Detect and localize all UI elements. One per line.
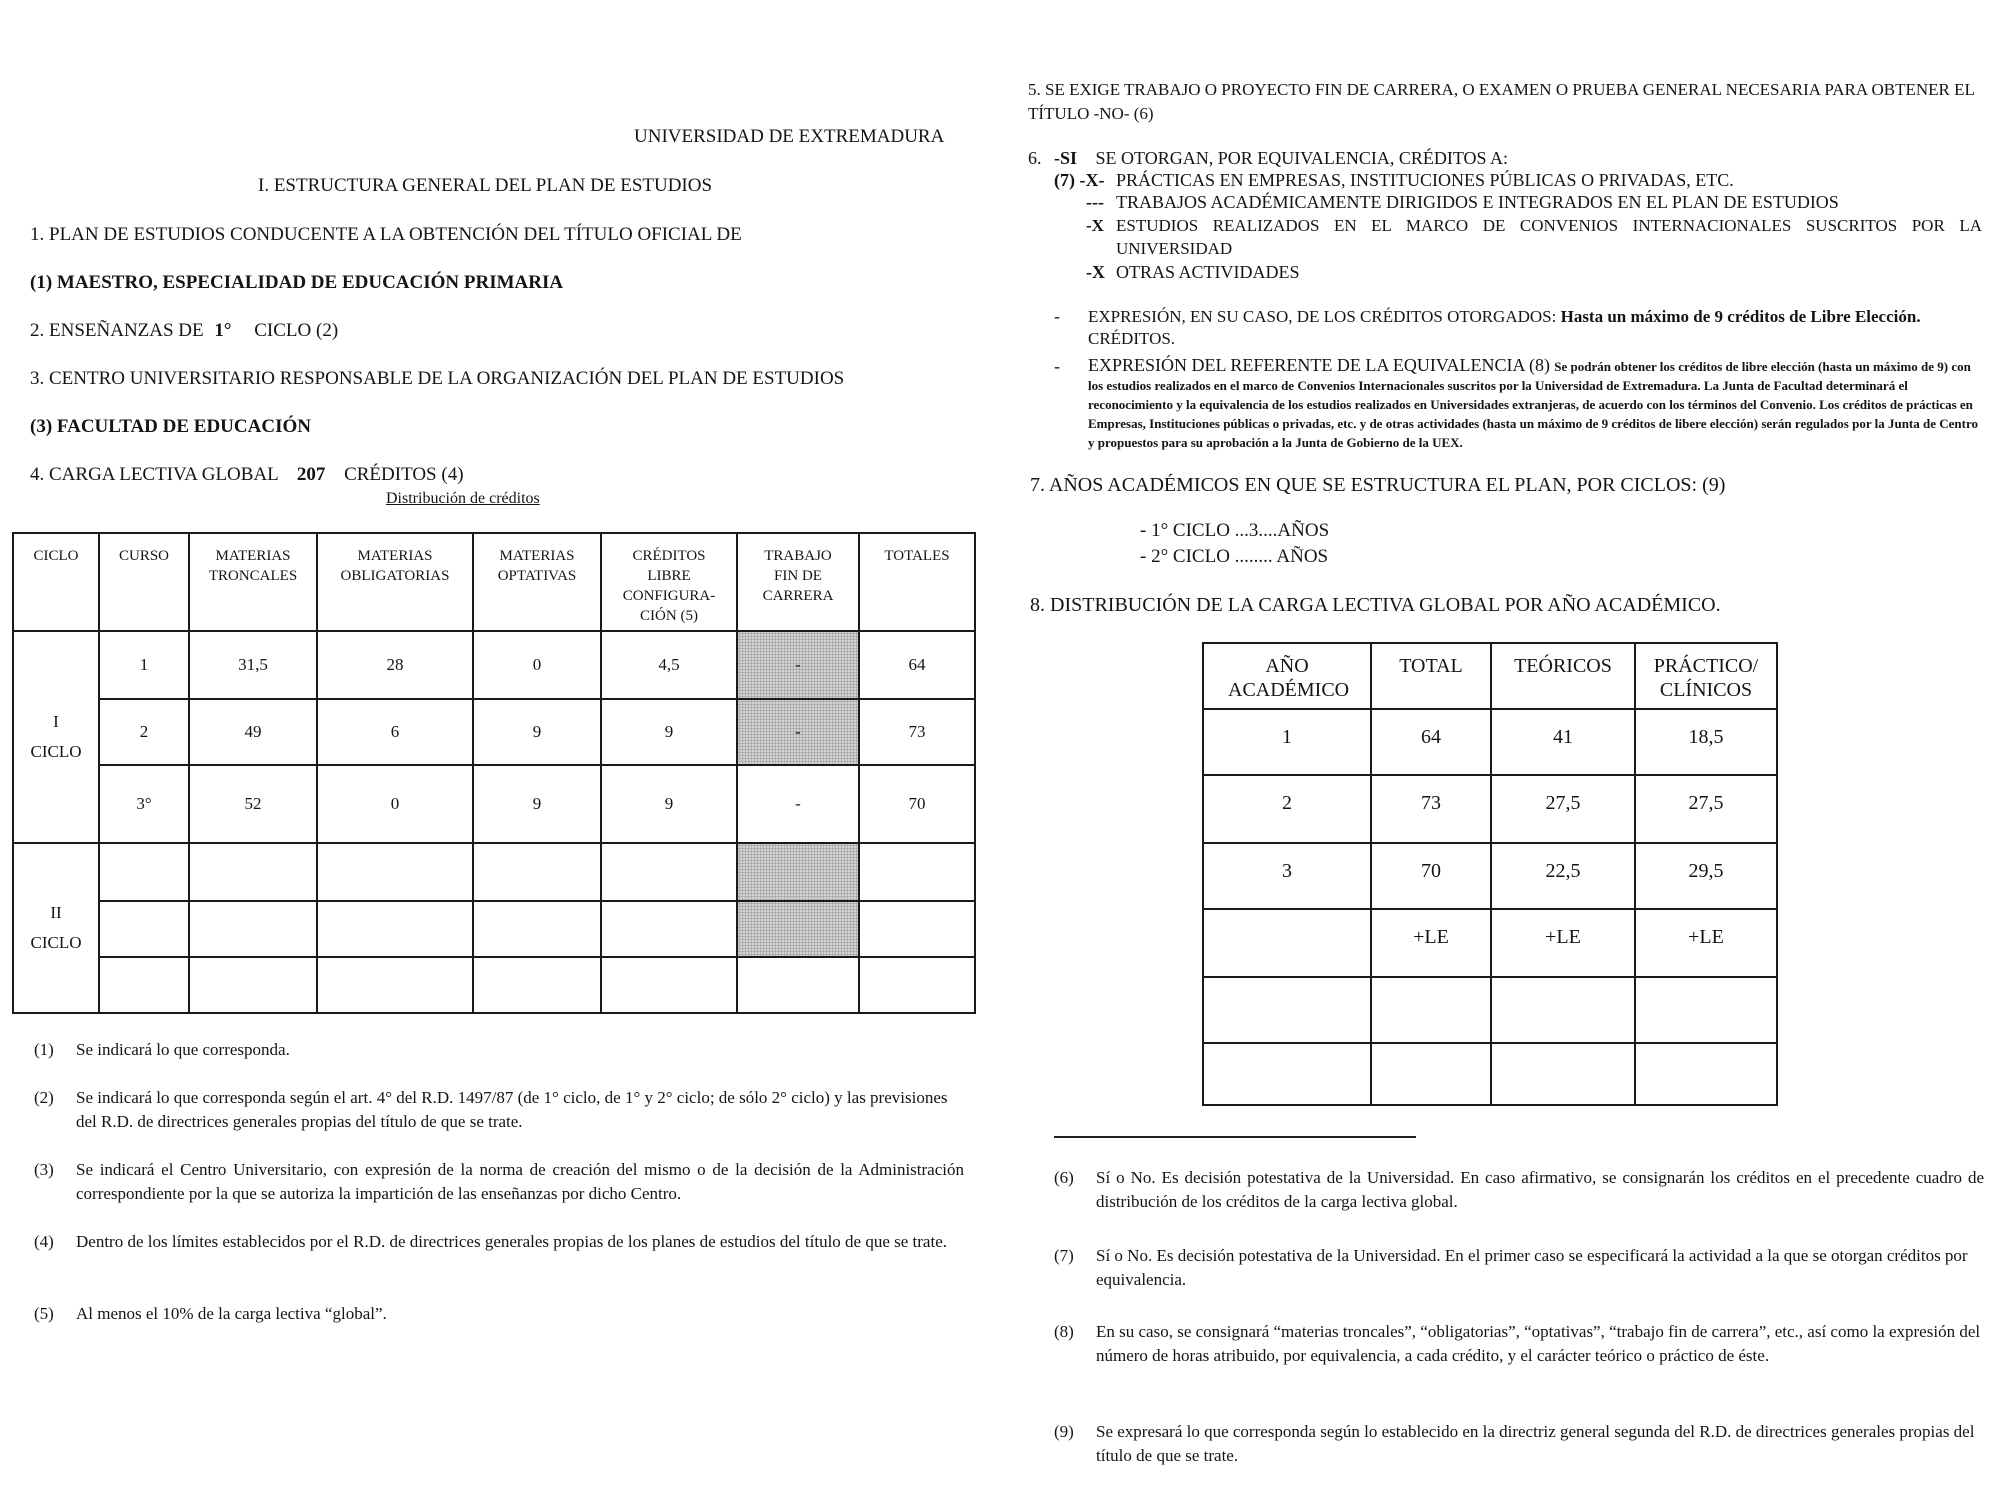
item-2-suffix: CICLO (2) — [254, 320, 339, 341]
empty-cell — [473, 843, 601, 901]
header-troncales: MATERIAS TRONCALES — [189, 533, 317, 631]
cycle-1-years: - 1° CICLO ...3....AÑOS — [1140, 520, 1330, 541]
footnote-number: (1) — [34, 1040, 54, 1059]
empty-cell — [1635, 977, 1777, 1043]
expression-reference — [1088, 356, 1982, 452]
cycle-2-years: - 2° CICLO ........ AÑOS — [1140, 546, 1329, 567]
empty-cell — [189, 901, 317, 957]
expression-reference-text — [1088, 356, 1982, 452]
footnote-number: (8) — [1054, 1322, 1074, 1341]
footnote — [1054, 1420, 1984, 1470]
cell-total: 64 — [1371, 709, 1491, 775]
line-text: TRABAJOS ACADÉMICAMENTE DIRIGIDOS E INTEGRADOS EN EL PLAN DE ESTUDIOS — [1116, 192, 1839, 212]
cell-totales: 73 — [859, 699, 975, 765]
header-teoricos: TEÓRICOS — [1491, 643, 1635, 709]
empty-cell — [737, 843, 859, 901]
table-row — [13, 699, 975, 765]
cell-total: 73 — [1371, 775, 1491, 843]
footnote — [34, 1302, 964, 1328]
empty-cell — [1635, 1043, 1777, 1105]
empty-cell — [99, 901, 189, 957]
item-4-suffix: CRÉDITOS (4) — [344, 464, 464, 485]
cell-optativas: 9 — [473, 765, 601, 843]
cell-teoricos: 41 — [1491, 709, 1635, 775]
expression-credits — [1088, 306, 1982, 352]
item-2-prefix: 2. ENSEÑANZAS DE — [30, 320, 204, 341]
cell-obligatorias: 6 — [317, 699, 473, 765]
cell-totales: 70 — [859, 765, 975, 843]
header-curso: CURSO — [99, 533, 189, 631]
expression-reference-label: EXPRESIÓN DEL REFERENTE DE LA EQUIVALENCIA (8) — [1088, 355, 1550, 375]
item-7: 7. AÑOS ACADÉMICOS EN QUE SE ESTRUCTURA EL PLAN, POR CICLOS: (9) — [1030, 474, 1726, 496]
table-row — [13, 957, 975, 1013]
empty-cell — [1371, 977, 1491, 1043]
footnote-number: (4) — [34, 1232, 54, 1251]
expression-reference-value: Se podrán obtener los créditos de libre elección (hasta un máximo de 9) con los estudios realizados en el marco de Convenios Internacionales suscritos por la Universidad de Extremadura. La Junta de Facultad determinará el reconocimiento y la equivalencia de los estudios realizados en Universidades extranjeras, de acuerdo con los términos del Convenio. Los créditos de prácticas en Empresas, Instituciones públicas o privadas, etc. y de otras actividades (hasta un máximo de 9 créditos de libere elección) serán regulados por la Junta de Centro y propuestos para su aprobación a la Junta de Gobierno de la UEX. — [1088, 359, 1979, 450]
cell-practicos: 29,5 — [1635, 843, 1777, 909]
footnote-number: (5) — [34, 1304, 54, 1323]
expression-credits-text — [1088, 306, 1982, 350]
cell-teoricos: 22,5 — [1491, 843, 1635, 909]
cycle-1-label: I CICLO — [13, 631, 99, 843]
item-4-prefix: 4. CARGA LECTIVA GLOBAL — [30, 464, 279, 485]
empty-cell — [317, 843, 473, 901]
cell-trabajo: - — [737, 631, 859, 699]
cell-optativas: 0 — [473, 631, 601, 699]
cell-obligatorias: 0 — [317, 765, 473, 843]
table-row — [1203, 775, 1777, 843]
footnote-number: (2) — [34, 1088, 54, 1107]
empty-cell — [1203, 1043, 1371, 1105]
item-4-value: 207 — [296, 464, 326, 485]
table-row — [1203, 977, 1777, 1043]
cell-trabajo: - — [737, 765, 859, 843]
cell-libre: 9 — [601, 699, 737, 765]
line-mark: --- — [1086, 192, 1104, 212]
line-mark: (7) -X- — [1054, 170, 1105, 190]
item-1: 1. PLAN DE ESTUDIOS CONDUCENTE A LA OBTENCIÓN DEL TÍTULO OFICIAL DE — [30, 224, 742, 245]
header-total: TOTAL — [1371, 643, 1491, 709]
header-totales: TOTALES — [859, 533, 975, 631]
footnote — [34, 1038, 964, 1064]
cell-totales: 64 — [859, 631, 975, 699]
footnote-text: Se indicará lo que corresponda. — [76, 1040, 290, 1059]
empty-cell — [99, 957, 189, 1013]
table-row — [1203, 709, 1777, 775]
cell-practicos: 18,5 — [1635, 709, 1777, 775]
empty-cell — [1491, 977, 1635, 1043]
header-libre: CRÉDITOS LIBRE CONFIGURA-CIÓN (5) — [601, 533, 737, 631]
distribution-caption: Distribución de créditos — [386, 490, 540, 507]
cell-troncales: 52 — [189, 765, 317, 843]
university-name: UNIVERSIDAD DE EXTREMADURA — [634, 126, 945, 147]
empty-cell — [1491, 1043, 1635, 1105]
cell-teoricos: 27,5 — [1491, 775, 1635, 843]
cell-obligatorias: 28 — [317, 631, 473, 699]
cell-practicos: +LE — [1635, 909, 1777, 977]
header-obligatorias: MATERIAS OBLIGATORIAS — [317, 533, 473, 631]
credit-distribution-table — [12, 532, 976, 1014]
cell-libre: 4,5 — [601, 631, 737, 699]
cell-troncales: 49 — [189, 699, 317, 765]
line-text: ESTUDIOS REALIZADOS EN EL MARCO DE CONVENIOS INTERNACIONALES SUSCRITOS POR LA UNIVERSIDAD — [1116, 216, 1982, 258]
header-ciclo: CICLO — [13, 533, 99, 631]
footnote-text: Se expresará lo que corresponda según lo establecido en la directriz general segunda del R.D. de directrices generales propias del título de que se trate. — [1096, 1422, 1975, 1465]
cell-practicos: 27,5 — [1635, 775, 1777, 843]
empty-cell — [473, 901, 601, 957]
footnote-text: Se indicará lo que corresponda según el art. 4° del R.D. 1497/87 (de 1° ciclo, de 1° y 2° ciclo; de sólo 2° ciclo) y las previsiones del R.D. de directrices generales propias del título de que se trate. — [76, 1088, 948, 1131]
cell-total: 70 — [1371, 843, 1491, 909]
cell-optativas: 9 — [473, 699, 601, 765]
item-2-value: 1° — [214, 320, 232, 341]
line-mark: -X — [1086, 262, 1105, 282]
item-3: 3. CENTRO UNIVERSITARIO RESPONSABLE DE LA ORGANIZACIÓN DEL PLAN DE ESTUDIOS — [30, 368, 845, 389]
footnote-text: Se indicará el Centro Universitario, con expresión de la norma de creación del mismo o de la decisión de la Administración correspondiente por la que se autoriza la impartición de las enseñanzas por dicho Centro. — [76, 1160, 964, 1203]
footnote-separator — [1054, 1136, 1416, 1138]
item-6-line — [1086, 192, 1839, 213]
table-row — [13, 901, 975, 957]
footnote — [1054, 1166, 1984, 1216]
line-text: PRÁCTICAS EN EMPRESAS, INSTITUCIONES PÚBLICAS O PRIVADAS, ETC. — [1116, 170, 1734, 190]
header-trabajo: TRABAJO FIN DE CARRERA — [737, 533, 859, 631]
line-mark: -X — [1086, 216, 1104, 235]
line-text: OTRAS ACTIVIDADES — [1116, 262, 1300, 282]
footnote — [34, 1158, 964, 1208]
footnote — [1054, 1244, 1984, 1294]
item-6-si: -SI — [1054, 148, 1078, 168]
empty-cell — [859, 843, 975, 901]
footnote-number: (6) — [1054, 1168, 1074, 1187]
table-row — [1203, 909, 1777, 977]
empty-cell — [99, 843, 189, 901]
footnote — [1054, 1320, 1984, 1394]
footnote-text: Dentro de los límites establecidos por el R.D. de directrices generales propias de los planes de estudios del título de que se trate. — [76, 1232, 948, 1251]
cell-troncales: 31,5 — [189, 631, 317, 699]
footnote — [34, 1086, 964, 1136]
footnote-text: Sí o No. Es decisión potestativa de la Universidad. En el primer caso se especificará la actividad a la que se otorgan créditos por equivalencia. — [1096, 1246, 1968, 1289]
empty-cell — [601, 843, 737, 901]
item-6-line — [1054, 170, 1734, 191]
cell-year — [1203, 909, 1371, 977]
empty-cell — [473, 957, 601, 1013]
empty-cell — [1371, 1043, 1491, 1105]
empty-cell — [317, 957, 473, 1013]
footnote-text: En su caso, se consignará “materias troncales”, “obligatorias”, “optativas”, “trabajo fin de carrera”, etc., así como la expresión del número de horas atribuido, por equivalencia, a cada crédito, y el carácter teórico o práctico de éste. — [1096, 1322, 1981, 1365]
centre-name: (3) FACULTAD DE EDUCACIÓN — [30, 416, 311, 437]
empty-cell — [1203, 977, 1371, 1043]
section-title: I. ESTRUCTURA GENERAL DEL PLAN DE ESTUDIOS — [258, 175, 713, 196]
item-6-line — [1086, 262, 1300, 283]
footnote-number: (7) — [1054, 1246, 1074, 1265]
cell-trabajo: - — [737, 699, 859, 765]
expression-credits-value: Hasta un máximo de 9 créditos de Libre Elección. — [1560, 307, 1921, 326]
annual-load-table — [1202, 642, 1778, 1106]
degree-title: (1) MAESTRO, ESPECIALIDAD DE EDUCACIÓN PRIMARIA — [30, 272, 564, 293]
cell-curso: 3° — [99, 765, 189, 843]
item-6-prefix: 6. — [1028, 148, 1042, 168]
empty-cell — [189, 957, 317, 1013]
empty-cell — [189, 843, 317, 901]
table-row — [1203, 843, 1777, 909]
footnote-number: (3) — [34, 1160, 54, 1179]
footnote — [34, 1230, 964, 1280]
empty-cell — [601, 957, 737, 1013]
cell-year: 1 — [1203, 709, 1371, 775]
cell-libre: 9 — [601, 765, 737, 843]
table-row — [13, 631, 975, 699]
expression-credits-tail: CRÉDITOS. — [1088, 329, 1176, 348]
table-row — [13, 765, 975, 843]
item-8: 8. DISTRIBUCIÓN DE LA CARGA LECTIVA GLOBAL POR AÑO ACADÉMICO. — [1030, 594, 1721, 616]
empty-cell — [859, 957, 975, 1013]
item-6-text: SE OTORGAN, POR EQUIVALENCIA, CRÉDITOS A: — [1095, 148, 1509, 168]
bullet-dash: - — [1054, 356, 1060, 376]
footnote-number: (9) — [1054, 1422, 1074, 1441]
table-row — [1203, 1043, 1777, 1105]
cycle-2-label: II CICLO — [13, 843, 99, 1013]
empty-cell — [859, 901, 975, 957]
item-2 — [30, 320, 338, 342]
footnote-text: Sí o No. Es decisión potestativa de la Universidad. En caso afirmativo, se consignarán los créditos en el precedente cuadro de distribución de los créditos de la carga lectiva global. — [1096, 1168, 1984, 1211]
header-ano: AÑO ACADÉMICO — [1203, 643, 1371, 709]
header-optativas: MATERIAS OPTATIVAS — [473, 533, 601, 631]
item-4 — [30, 464, 464, 486]
item-6-line — [1086, 214, 1982, 262]
empty-cell — [601, 901, 737, 957]
item-5-text: 5. SE EXIGE TRABAJO O PROYECTO FIN DE CARRERA, O EXAMEN O PRUEBA GENERAL NECESARIA PARA OBTENER EL TÍTULO -NO- (6) — [1028, 80, 1975, 123]
cell-curso: 1 — [99, 631, 189, 699]
empty-cell — [737, 901, 859, 957]
header-practicos: PRÁCTICO/ CLÍNICOS — [1635, 643, 1777, 709]
bullet-dash: - — [1054, 306, 1060, 326]
expression-credits-label: EXPRESIÓN, EN SU CASO, DE LOS CRÉDITOS OTORGADOS: — [1088, 307, 1557, 326]
cell-teoricos: +LE — [1491, 909, 1635, 977]
footnote-text: Al menos el 10% de la carga lectiva “global”. — [76, 1304, 387, 1323]
cell-year: 3 — [1203, 843, 1371, 909]
empty-cell — [317, 901, 473, 957]
cell-curso: 2 — [99, 699, 189, 765]
table-row — [13, 843, 975, 901]
empty-cell — [737, 957, 859, 1013]
item-6 — [1028, 148, 1508, 169]
cell-year: 2 — [1203, 775, 1371, 843]
cell-total: +LE — [1371, 909, 1491, 977]
item-5 — [1028, 78, 1982, 128]
